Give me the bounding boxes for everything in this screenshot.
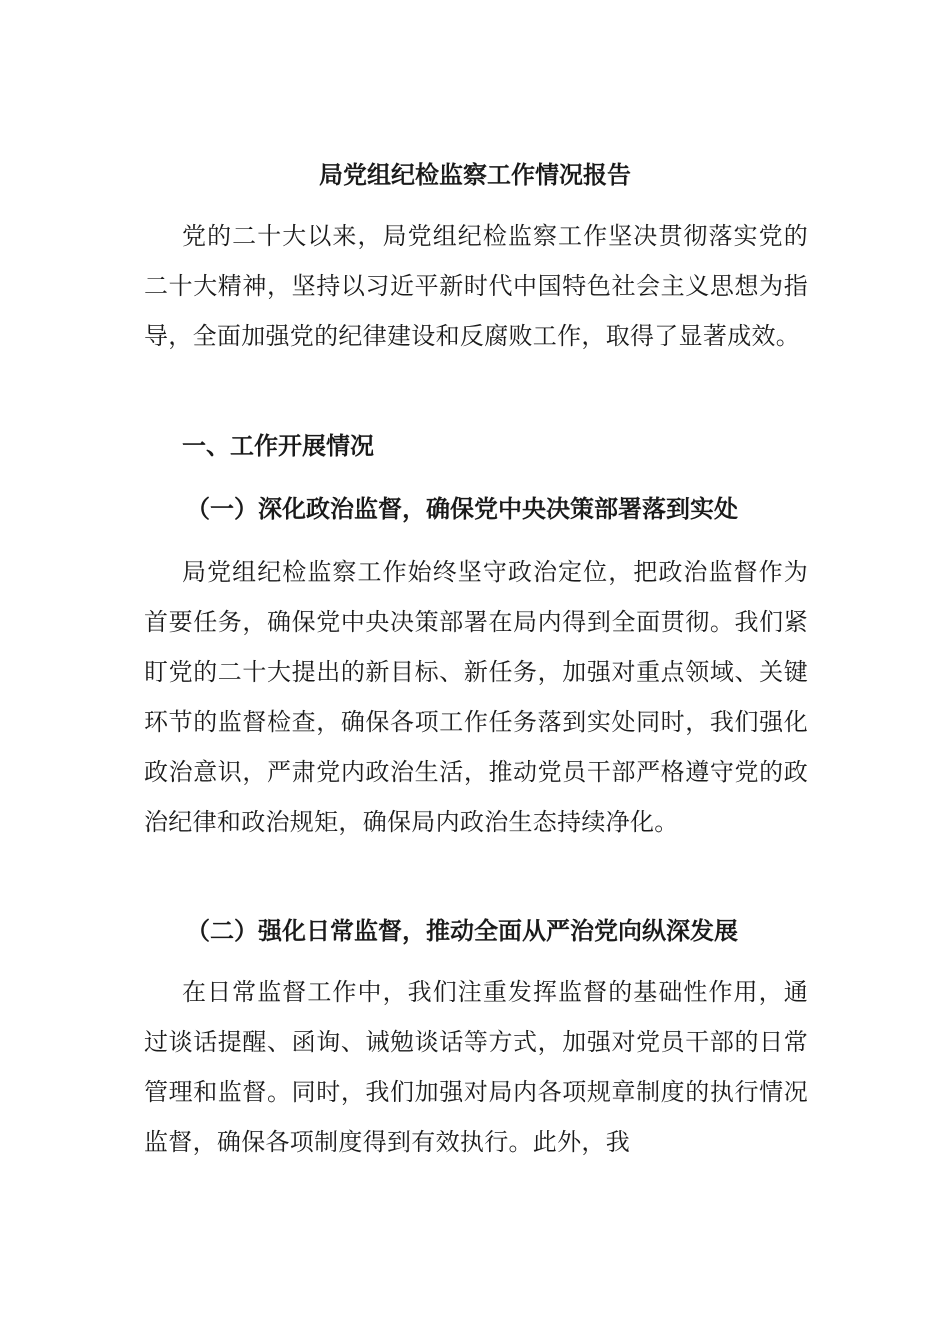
subsection-heading-1: （一）深化政治监督，确保党中央决策部署落到实处	[186, 495, 738, 523]
intro-paragraph: 党的二十大以来，局党组纪检监察工作坚决贯彻落实党的二十大精神，坚持以习近平新时代中国特色社会主义思想为指导，全面加强党的纪律建设和反腐败工作，取得了显著成效。	[144, 222, 808, 350]
subsection-1-paragraph: 局党组纪检监察工作始终坚守政治定位，把政治监督作为首要任务，确保党中央决策部署在局内得到全面贯彻。我们紧盯党的二十大提出的新目标、新任务，加强对重点领域、关键环节的监督检查，确保各项工作任务落到实处同时，我们强化政治意识，严肃党内政治生活，推动党员干部严格遵守党的政治纪律和政治规矩，确保局内政治生态持续净化。	[144, 558, 808, 836]
document-title: 局党组纪检监察工作情况报告	[319, 161, 631, 189]
section-heading-1: 一、工作开展情况	[182, 432, 374, 460]
subsection-2-paragraph: 在日常监督工作中，我们注重发挥监督的基础性作用，通过谈话提醒、函询、诫勉谈话等方式，加强对党员干部的日常管理和监督。同时，我们加强对局内各项规章制度的执行情况监督，确保各项制度得到有效执行。此外，我	[144, 978, 808, 1156]
subsection-heading-2: （二）强化日常监督，推动全面从严治党向纵深发展	[186, 917, 738, 945]
